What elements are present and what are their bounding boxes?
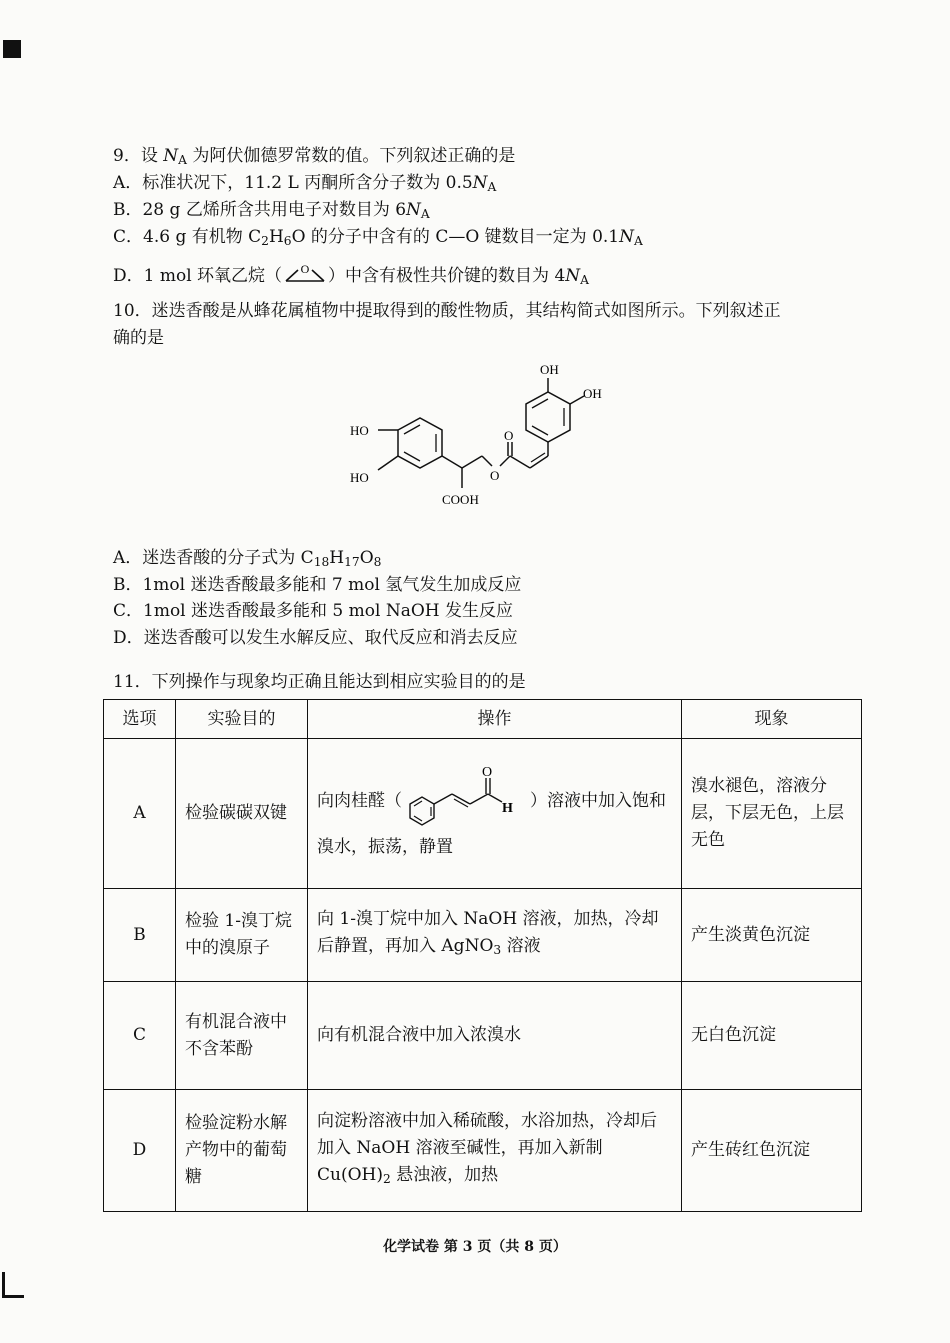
q10-option-a: A．迷迭香酸的分子式为 $C_{18}H_{17}O_8$ [113, 548, 382, 570]
carbonyl-o-label: O [504, 428, 514, 443]
q9-option-d: D．1 mol 环氧乙烷（ O ）中含有极性共价键的数目为 $4N_A$ [113, 262, 589, 288]
table-row-d [104, 1090, 862, 1212]
row-d-operation: 向淀粉溶液中加入稀硫酸，水浴加热，冷却后加入 NaOH 溶液至碱性，再加入新制 $Cu(OH)_2$ 悬浊液，加热 [308, 1090, 682, 1212]
row-a-phenomenon: 溴水褪色，溶液分层，下层无色，上层无色 [682, 739, 862, 889]
page-footer: 化学试卷 第 3 页（共 8 页） [383, 1239, 567, 1255]
q10-option-b: B．1mol 迷迭香酸最多能和 7 mol 氢气发生加成反应 [113, 575, 522, 595]
ho-label-upper: HO [350, 423, 369, 438]
aldehyde-o-label: O [482, 766, 493, 780]
row-b-phenomenon: 产生淡黄色沉淀 [682, 889, 862, 982]
row-a-purpose: 检验碳碳双键 [176, 739, 308, 889]
row-a-operation-line2: 溴水，振荡，静置 [317, 837, 453, 857]
row-d-option: D [104, 1090, 176, 1212]
rosmarinic-acid-structure [340, 360, 620, 515]
row-d-phenomenon: 产生砖红色沉淀 [682, 1090, 862, 1212]
row-a-operation: 向肉桂醛（ O H ）溶液中加入饱和 溴水，振荡，静置 [308, 739, 682, 889]
row-c-phenomenon: 无白色沉淀 [682, 982, 862, 1090]
q10-stem-line2: 确的是 [113, 328, 164, 348]
epoxide-o-label: O [300, 262, 310, 276]
corner-mark-bottom-left-h [2, 1295, 24, 1298]
header-purpose: 实验目的 [176, 700, 308, 739]
q10-stem-line1: 10．迷迭香酸是从蜂花属植物中提取得到的酸性物质，其结构简式如图所示。下列叙述正 [113, 301, 781, 321]
header-option: 选项 [104, 700, 176, 739]
row-c-purpose: 有机混合液中不含苯酚 [176, 982, 308, 1090]
q10-option-c: C．1mol 迷迭香酸最多能和 5 mol NaOH 发生反应 [113, 601, 514, 621]
table-row-c [104, 982, 862, 1090]
epoxide-ring-structure [282, 262, 328, 284]
q10-option-d: D．迷迭香酸可以发生水解反应、取代反应和消去反应 [113, 628, 518, 648]
row-c-option: C [104, 982, 176, 1090]
registration-mark-top [3, 40, 21, 58]
ho-label-lower: HO [350, 470, 369, 485]
header-phenomenon: 现象 [682, 700, 862, 739]
row-d-purpose: 检验淀粉水解产物中的葡萄糖 [176, 1090, 308, 1212]
table-header-row [104, 700, 862, 739]
cinnamaldehyde-structure [402, 766, 530, 828]
oh-label-top: OH [540, 362, 559, 377]
q9-option-c: C．4.6 g 有机物 $C_2H_6O$ 的分子中含有的 C—O 键数目一定为 $0.1N_A$ [113, 227, 643, 249]
row-c-operation: 向有机混合液中加入浓溴水 [308, 982, 682, 1090]
experiment-table [103, 699, 862, 1212]
q9-option-a: A．标准状况下，11.2 L 丙酮所含分子数为 $0.5N_A$ [113, 173, 497, 195]
row-a-option: A [104, 739, 176, 889]
row-b-operation: 向 1-溴丁烷中加入 NaOH 溶液，加热，冷却后静置，再加入 AgNO$_3$ 溶液 [308, 889, 682, 982]
ester-o-label: O [490, 468, 500, 483]
q11-stem: 11．下列操作与现象均正确且能达到相应实验目的的是 [113, 672, 526, 692]
cooh-label: COOH [442, 492, 479, 507]
oh-label-right: OH [583, 386, 602, 401]
aldehyde-h-label: H [502, 801, 513, 816]
row-b-option: B [104, 889, 176, 982]
table-row-b [104, 889, 862, 982]
table-row-a [104, 739, 862, 889]
q9-stem: 9．设 $N_A$ 为阿伏伽德罗常数的值。下列叙述正确的是 [113, 146, 516, 168]
row-b-purpose: 检验 1-溴丁烷中的溴原子 [176, 889, 308, 982]
header-operation: 操作 [308, 700, 682, 739]
q9-option-b: B．28 g 乙烯所含共用电子对数目为 $6N_A$ [113, 200, 430, 222]
